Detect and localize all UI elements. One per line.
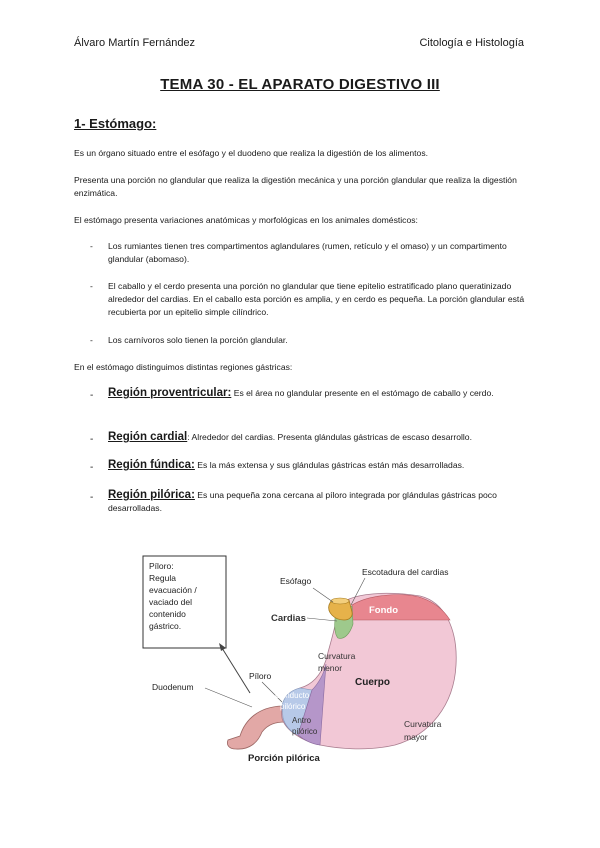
bullet-dash: - [90,241,93,251]
label-curvatura-menor: Curvatura menor [318,651,356,673]
region-term: Región proventricular: [108,387,232,399]
list-item-caballo-cerdo: El caballo y el cerdo presenta una porción no glandular que tiene epitelio estratificado plano queratinizado alrededor del cardias. En el caballo esta porción es amplia, y en cerdo es pequeña. La porción glandular está recubierta por un epitelio simple cilíndrico. [108,281,525,317]
label-cardias: Cardias [271,613,306,624]
bullet-dash: - [90,434,94,445]
leader-duodenum [205,688,252,707]
bullet-dash: - [90,390,94,401]
bullet-dash: - [90,492,94,503]
figure-caption: Porción pilórica [248,753,320,764]
header-subject: Citología e Histología [419,37,524,49]
fondo-region [352,595,450,620]
list-item-rumiantes: Los rumiantes tienen tres compartimentos aglandulares (rumen, retículo y el omaso) y un compartimento glandular (abomaso). [108,241,507,264]
region-text: Es la más extensa y sus glándulas gástricas están más desarrolladas. [194,460,465,470]
region-text: : Alrededor del cardias. Presenta glándulas gástricas de escaso desarrollo. [187,432,472,442]
region-term: Región cardial [108,431,188,443]
page-title: TEMA 30 - EL APARATO DIGESTIVO III [160,76,440,93]
label-esofago: Esófago [280,576,312,586]
paragraph-regions-intro: En el estómago distinguimos distintas regiones gástricas: [74,362,293,372]
list-item-carnivoros: Los carnívoros solo tienen la porción glandular. [108,335,288,345]
bullet-dash: - [90,281,93,291]
label-fondo: Fondo [369,605,399,616]
bullet-dash: - [90,335,93,345]
esophagus-opening [331,598,349,604]
label-duodenum: Duodenum [152,682,194,692]
section-heading: 1- Estómago: [74,116,157,131]
header-author: Álvaro Martín Fernández [74,37,196,49]
label-cuerpo: Cuerpo [355,677,390,688]
paragraph-portions: Presenta una porción no glandular que realiza la digestión mecánica y una porción glandular que realiza la digestión enzimática. [74,175,517,198]
label-piloro: Píloro [249,671,272,681]
leader-esofago [313,588,333,602]
pylorus-note: Píloro: Regula evacuación / vaciado del contenido gástrico. [149,561,197,631]
note-arrow [222,648,250,693]
label-curvatura-mayor: Curvatura mayor [404,719,442,742]
region-term: Región fúndica: [108,459,195,471]
label-escotadura: Escotadura del cardias [362,567,449,577]
duodenum-shape [227,706,285,749]
paragraph-definition: Es un órgano situado entre el esófago y el duodeno que realiza la digestión de los alimentos. [74,148,429,158]
label-antro-pilorico: Antro pilórico [292,716,318,736]
bullet-dash: - [90,462,94,473]
paragraph-variations-intro: El estómago presenta variaciones anatómicas y morfológicas en los animales domésticos: [74,215,418,225]
region-text: Es el área no glandular presente en el estómago de caballo y cerdo. [231,388,494,398]
region-term: Región pilórica: [108,489,195,501]
leader-cardias [307,618,337,621]
label-conducto-pilorico: Conducto pilórico [275,691,310,711]
region-text: Es una pequeña zona cercana al píloro integrada por glándulas gástricas poco desarrolladas. [108,490,497,513]
